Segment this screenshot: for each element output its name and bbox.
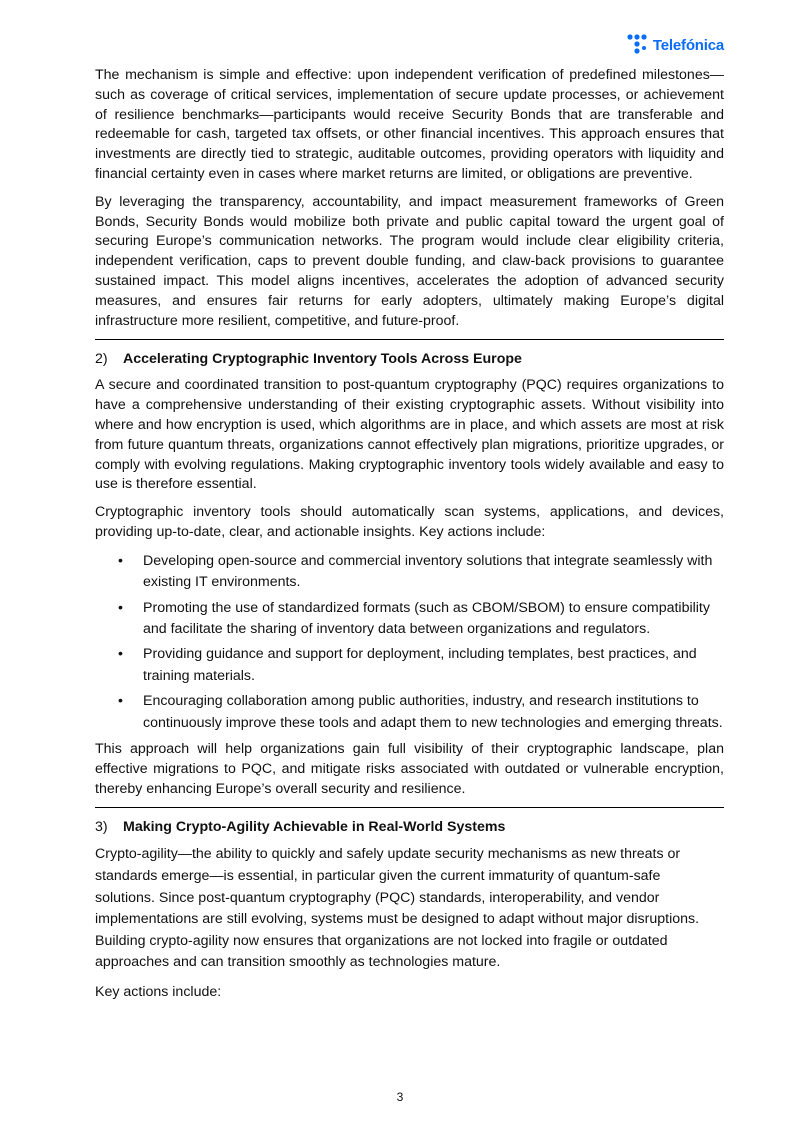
page-number: 3: [396, 1090, 404, 1104]
section-3-title: Making Crypto-Agility Achievable in Real-World Systems: [123, 819, 506, 836]
paragraph-mechanism: The mechanism is simple and effective: upon independent verification of predefined milestones—such as coverage of critical services, implementation of secure update processes, or achievement of resilience benchmarks—participants would receive Security Bonds that are transferable and redeemable for cash, targeted tax offsets, or other financial incentives. This approach ensures that investments are directly tied to strategic, auditable outcomes, providing operators with liquidity and financial certainty even in cases where market returns are limited, or obligations are preventive.: [95, 67, 724, 182]
bullet-icon: •: [118, 552, 123, 569]
section-3-heading: [95, 807, 724, 837]
paragraph-pqc-transition: A secure and coordinated transition to post-quantum cryptography (PQC) requires organizations to have a comprehensive understanding of their existing cryptographic assets. Without visibility into where and how encryption is used, which algorithms are in place, and which assets are most at risk from future quantum threats, organizations cannot effectively plan migrations, prioritize upgrades, or comply with evolving regulations. Making cryptographic inventory tools widely available and easy to use is therefore essential.: [95, 377, 724, 493]
paragraph-key-actions: Key actions include:: [95, 983, 222, 1000]
section-2-title: Accelerating Cryptographic Inventory Tools Across Europe: [123, 351, 522, 368]
section-3-number: 3): [95, 819, 108, 836]
list-item-text: Promoting the use of standardized formats (such as CBOM/SBOM) to ensure compatibility and facilitate the sharing of inventory data between organizations and regulators.: [143, 599, 710, 637]
list-item: [95, 598, 724, 641]
key-actions-list: [95, 551, 724, 734]
paragraph-inventory-tools: Cryptographic inventory tools should automatically scan systems, applications, and devices, providing up-to-date, clear, and actionable insights. Key actions include:: [95, 504, 724, 540]
list-item-text: Developing open-source and commercial inventory solutions that integrate seamlessly with existing IT environments.: [143, 552, 713, 591]
bullet-icon: •: [118, 646, 123, 663]
document-page: [95, 66, 724, 1012]
paragraph-green-bonds: By leveraging the transparency, accountability, and impact measurement frameworks of Green Bonds, Security Bonds would mobilize both private and public capital toward the urgent goal of securing Europe’s communication networks. The program would include clear eligibility criteria, independent verification, caps to prevent double funding, and claw-back provisions to guarantee sustained impact. This model aligns incentives, accelerates the adoption of advanced security measures, and ensures fair returns for early adopters, ultimately making Europe’s digital infrastructure more resilient, competitive, and future-proof.: [95, 193, 724, 329]
list-item: [95, 644, 724, 687]
telefonica-dots-logo-icon: [627, 34, 649, 56]
bullet-icon: •: [118, 599, 123, 616]
list-item: [95, 691, 724, 734]
section-2-heading: [95, 339, 724, 369]
list-item: [95, 551, 724, 594]
paragraph-crypto-agility: Crypto-agility—the ability to quickly and safely update security mechanisms as new threats or standards emerge—is essential, in particular given the current immaturity of quantum-safe solutions. Since post-quantum cryptography (PQC) standards, interoperability, and vendor implementations are still evolving, systems must be designed to adapt without major disruptions. Building crypto-agility now ensures that organizations are not locked into fragile or outdated approaches and can transition smoothly as technologies mature.: [95, 846, 700, 971]
list-item-text: Encouraging collaboration among public authorities, industry, and research institutions to continuously improve these tools and adapt them to new technologies and emerging threats.: [143, 693, 723, 731]
bullet-icon: •: [118, 693, 123, 710]
list-item-text: Providing guidance and support for deployment, including templates, best practices, and training materials.: [143, 646, 697, 684]
telefonica-logo: [627, 34, 724, 56]
section-2-number: 2): [95, 351, 108, 368]
paragraph-approach: This approach will help organizations gain full visibility of their cryptographic landscape, plan effective migrations to PQC, and mitigate risks associated with outdated or vulnerable encryption, thereby enhancing Europe’s overall security and resilience.: [95, 740, 724, 797]
logo-text: Telefónica: [652, 36, 724, 54]
